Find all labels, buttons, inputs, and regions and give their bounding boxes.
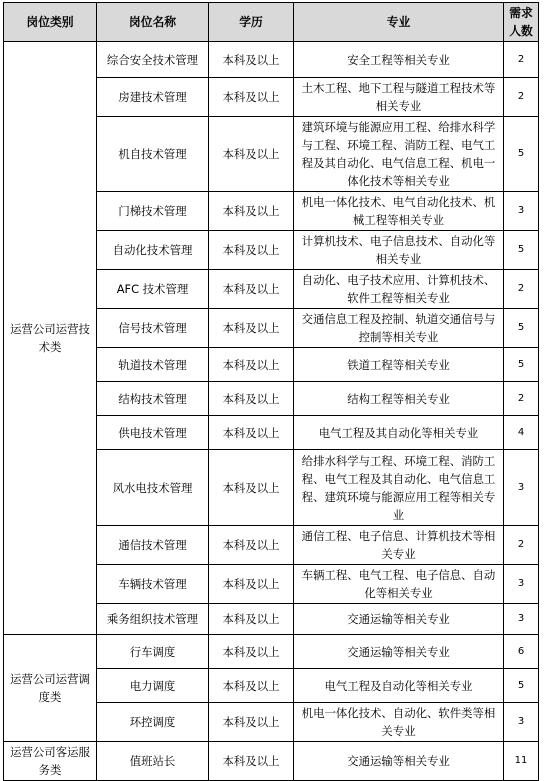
major-cell: 建筑环境与能源应用工程、给排水科学与工程、环境工程、消防工程、电气工程及其自动化、电气信息工程、机电一体化技术等相关专业 xyxy=(294,117,504,192)
education-cell: 本科及以上 xyxy=(209,565,294,604)
count-cell: 2 xyxy=(504,42,539,78)
count-cell: 2 xyxy=(504,526,539,565)
major-cell: 给排水科学与工程、环境工程、消防工程、电气工程及其自动化、电气信息工程、建筑环境与能源应用工程等相关专业 xyxy=(294,450,504,526)
major-cell: 铁道工程等相关专业 xyxy=(294,348,504,382)
count-cell: 2 xyxy=(504,270,539,309)
major-cell: 机电一体化技术、自动化、软件类等相关专业 xyxy=(294,703,504,742)
count-cell: 5 xyxy=(504,231,539,270)
major-cell: 交通运输等相关专业 xyxy=(294,742,504,781)
major-cell: 通信工程、电子信息、计算机技术等相关专业 xyxy=(294,526,504,565)
position-cell: 结构技术管理 xyxy=(97,382,209,416)
major-cell: 交通信息工程及控制、轨道交通信号与控制等相关专业 xyxy=(294,309,504,348)
position-cell: 车辆技术管理 xyxy=(97,565,209,604)
education-cell: 本科及以上 xyxy=(209,382,294,416)
header-position: 岗位名称 xyxy=(97,3,209,42)
count-cell: 3 xyxy=(504,565,539,604)
table-row xyxy=(4,42,539,78)
major-cell: 车辆工程、电气工程、电子信息、自动化等相关专业 xyxy=(294,565,504,604)
position-cell: 房建技术管理 xyxy=(97,78,209,117)
category-cell: 运营公司运营技术类 xyxy=(4,42,97,635)
education-cell: 本科及以上 xyxy=(209,416,294,450)
table-row xyxy=(4,635,539,669)
education-cell: 本科及以上 xyxy=(209,192,294,231)
recruitment-table xyxy=(3,2,539,781)
education-cell: 本科及以上 xyxy=(209,635,294,669)
position-cell: 自动化技术管理 xyxy=(97,231,209,270)
position-cell: 通信技术管理 xyxy=(97,526,209,565)
count-cell: 6 xyxy=(504,635,539,669)
count-cell: 5 xyxy=(504,309,539,348)
position-cell: AFC 技术管理 xyxy=(97,270,209,309)
major-cell: 电气工程及自动化等相关专业 xyxy=(294,669,504,703)
count-cell: 5 xyxy=(504,117,539,192)
position-cell: 环控调度 xyxy=(97,703,209,742)
recruitment-table-container xyxy=(3,2,539,781)
position-cell: 机自技术管理 xyxy=(97,117,209,192)
major-cell: 土木工程、地下工程与隧道工程技术等相关专业 xyxy=(294,78,504,117)
education-cell: 本科及以上 xyxy=(209,450,294,526)
category-cell: 运营公司运营调度类 xyxy=(4,635,97,742)
major-cell: 计算机技术、电子信息技术、自动化等相关专业 xyxy=(294,231,504,270)
major-cell: 结构工程等相关专业 xyxy=(294,382,504,416)
position-cell: 值班站长 xyxy=(97,742,209,781)
count-cell: 11 xyxy=(504,742,539,781)
count-cell: 2 xyxy=(504,382,539,416)
major-cell: 安全工程等相关专业 xyxy=(294,42,504,78)
education-cell: 本科及以上 xyxy=(209,703,294,742)
position-cell: 信号技术管理 xyxy=(97,309,209,348)
header-education: 学历 xyxy=(209,3,294,42)
position-cell: 乘务组织技术管理 xyxy=(97,604,209,635)
major-cell: 电气工程及其自动化等相关专业 xyxy=(294,416,504,450)
table-header-row xyxy=(4,3,539,42)
position-cell: 轨道技术管理 xyxy=(97,348,209,382)
header-major: 专业 xyxy=(294,3,504,42)
count-cell: 5 xyxy=(504,348,539,382)
count-cell: 3 xyxy=(504,604,539,635)
education-cell: 本科及以上 xyxy=(209,309,294,348)
position-cell: 行车调度 xyxy=(97,635,209,669)
education-cell: 本科及以上 xyxy=(209,604,294,635)
header-category: 岗位类别 xyxy=(4,3,97,42)
count-cell: 5 xyxy=(504,669,539,703)
position-cell: 供电技术管理 xyxy=(97,416,209,450)
header-count: 需求人数 xyxy=(504,3,539,42)
count-cell: 3 xyxy=(504,450,539,526)
major-cell: 交通运输等相关专业 xyxy=(294,604,504,635)
category-cell: 运营公司客运服务类 xyxy=(4,742,97,781)
education-cell: 本科及以上 xyxy=(209,78,294,117)
position-cell: 门梯技术管理 xyxy=(97,192,209,231)
education-cell: 本科及以上 xyxy=(209,348,294,382)
position-cell: 电力调度 xyxy=(97,669,209,703)
count-cell: 3 xyxy=(504,192,539,231)
count-cell: 3 xyxy=(504,703,539,742)
position-cell: 综合安全技术管理 xyxy=(97,42,209,78)
major-cell: 自动化、电子技术应用、计算机技术、软件工程等相关专业 xyxy=(294,270,504,309)
position-cell: 风水电技术管理 xyxy=(97,450,209,526)
education-cell: 本科及以上 xyxy=(209,42,294,78)
education-cell: 本科及以上 xyxy=(209,231,294,270)
count-cell: 2 xyxy=(504,78,539,117)
education-cell: 本科及以上 xyxy=(209,742,294,781)
education-cell: 本科及以上 xyxy=(209,270,294,309)
table-row xyxy=(4,742,539,781)
education-cell: 本科及以上 xyxy=(209,669,294,703)
major-cell: 交通运输等相关专业 xyxy=(294,635,504,669)
education-cell: 本科及以上 xyxy=(209,117,294,192)
education-cell: 本科及以上 xyxy=(209,526,294,565)
major-cell: 机电一体化技术、电气自动化技术、机械工程等相关专业 xyxy=(294,192,504,231)
count-cell: 4 xyxy=(504,416,539,450)
